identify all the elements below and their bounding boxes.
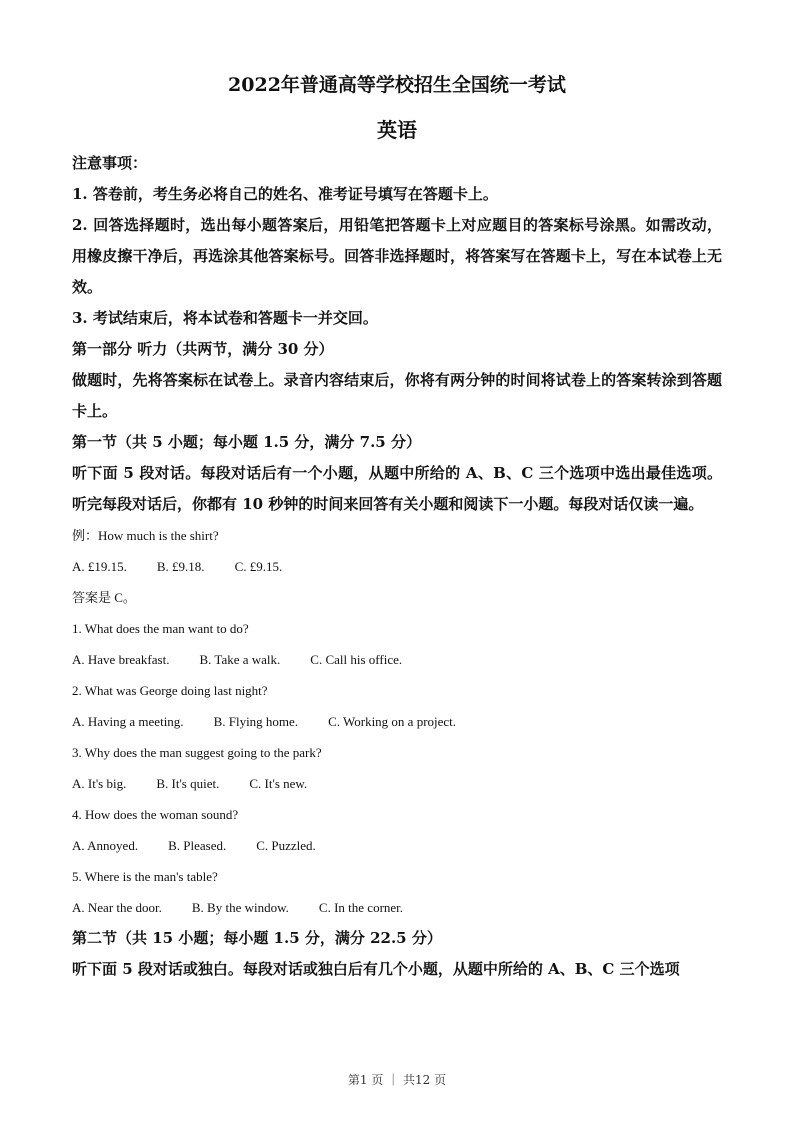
option-text: B. It's quiet. (156, 776, 220, 791)
question-5: 5. Where is the man's table? (72, 869, 218, 884)
question-1-options (72, 644, 722, 675)
option-text: C. It's new. (249, 776, 308, 791)
notice-item-3: 3. 考试结束后，将本试卷和答题卡一并交回。 (72, 309, 378, 327)
question-4-options (72, 830, 722, 861)
option-text: A. £19.15. (72, 559, 127, 574)
question-3: 3. Why does the man suggest going to the park? (72, 745, 322, 760)
example-options (72, 551, 722, 582)
section2-heading: 第二节（共 15 小题；每小题 1.5 分，满分 22.5 分） (72, 929, 442, 947)
question-5-options (72, 892, 722, 923)
section1-heading: 第一节（共 5 小题；每小题 1.5 分，满分 7.5 分） (72, 433, 421, 451)
question-4: 4. How does the woman sound? (72, 807, 239, 822)
option-text: B. £9.18. (156, 559, 205, 574)
option-text: C. Working on a project. (328, 714, 457, 729)
option-text: A. Near the door. (72, 900, 162, 915)
question-1: 1. What does the man want to do? (72, 621, 249, 636)
option-text: B. Pleased. (168, 838, 227, 853)
option-text: A. Having a meeting. (72, 714, 184, 729)
option-text: B. Flying home. (213, 714, 299, 729)
question-3-options (72, 768, 722, 799)
option-text: C. £9.15. (234, 559, 283, 574)
question-2-options (72, 706, 722, 737)
section1-instruction: 听下面 5 段对话。每段对话后有一个小题，从题中所给的 A、B、C 三个选项中选出最佳选项。听完每段对话后，你都有 10 秒钟的时间来回答有关小题和阅读下一小题。每段对话仅读一遍。 (72, 464, 722, 513)
option-text: C. Puzzled. (256, 838, 316, 853)
option-text: A. Have breakfast. (72, 652, 170, 667)
notice-heading: 注意事项： (72, 154, 148, 172)
question-2: 2. What was George doing last night? (72, 683, 268, 698)
notice-item-2: 2. 回答选择题时，选出每小题答案后，用铅笔把答题卡上对应题目的答案标号涂黑。如需改动，用橡皮擦干净后，再选涂其他答案标号。回答非选择题时，将答案写在答题卡上，写在本试卷上无效。 (72, 216, 722, 296)
section2-instruction: 听下面 5 段对话或独白。每段对话或独白后有几个小题，从题中所给的 A、B、C 三个选项 (72, 960, 680, 978)
example-answer: 答案是 C。 (72, 590, 136, 605)
option-text: C. Call his office. (310, 652, 403, 667)
part1-heading: 第一部分 听力（共两节，满分 30 分） (72, 340, 334, 358)
option-text: A. Annoyed. (72, 838, 139, 853)
part1-instruction: 做题时，先将答案标在试卷上。录音内容结束后，你将有两分钟的时间将试卷上的答案转涂到答题卡上。 (72, 371, 722, 420)
option-text: C. In the corner. (318, 900, 404, 915)
exam-title: 2022年普通高等学校招生全国统一考试 (228, 74, 566, 96)
subject-title: 英语 (377, 118, 417, 142)
option-text: B. Take a walk. (199, 652, 281, 667)
exam-content (72, 148, 722, 985)
example-question: 例：How much is the shirt? (72, 528, 219, 543)
notice-item-1: 1. 答卷前，考生务必将自己的姓名、准考证号填写在答题卡上。 (72, 185, 498, 203)
page-footer: 第1 页 ｜ 共12 页 (347, 1073, 447, 1087)
option-text: B. By the window. (191, 900, 289, 915)
option-text: A. It's big. (72, 776, 127, 791)
